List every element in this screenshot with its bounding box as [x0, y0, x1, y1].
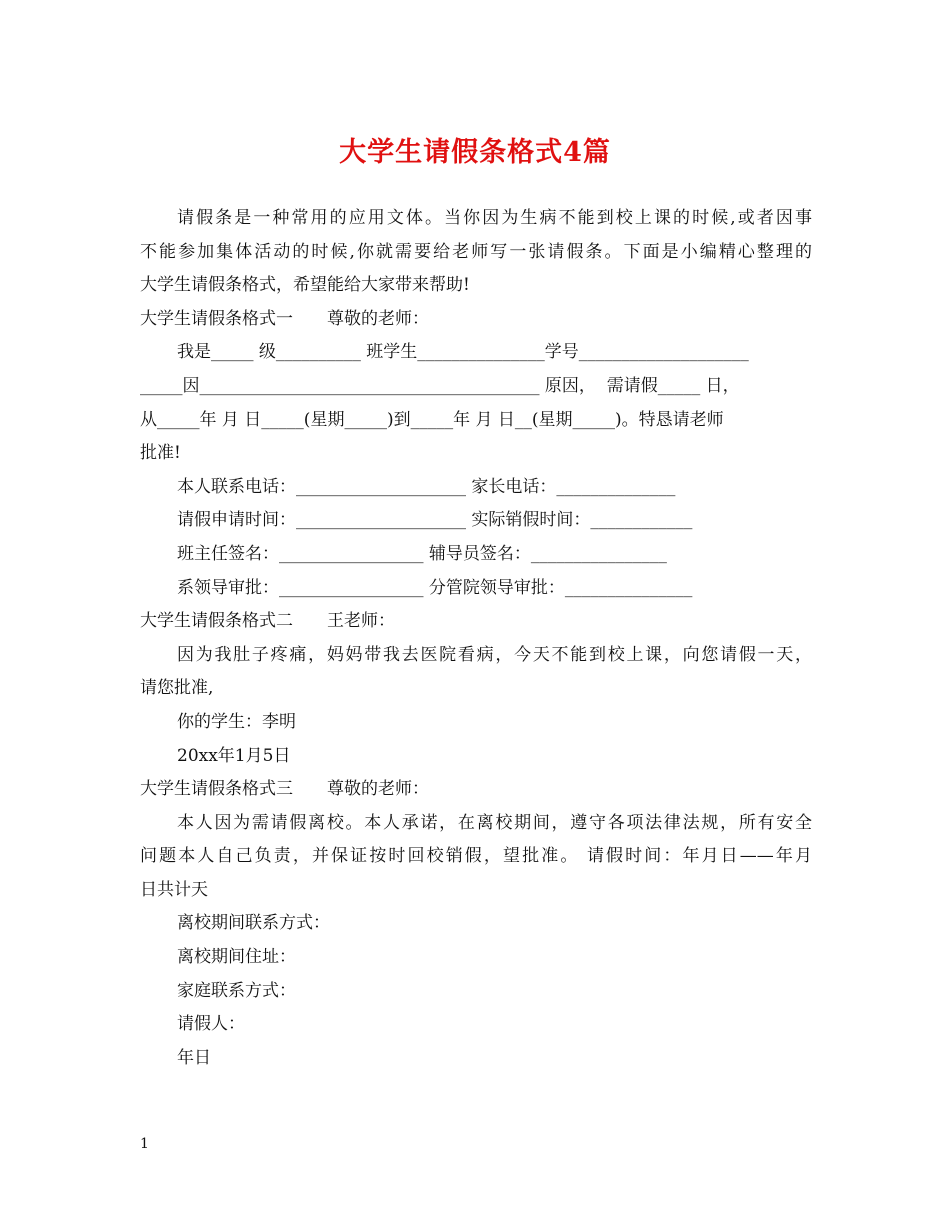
letter3-line-1: 本人因为需请假离校。本人承诺，在离校期间，遵守各项法律法规，所有安全	[177, 812, 812, 833]
document-title: 大学生请假条格式4篇	[339, 137, 611, 168]
form-line-3: 从_____年 月 日_____(星期_____)到_____年 月 日__(星期_____)。特恳请老师	[140, 409, 724, 430]
letter3-line-3: 日共计天	[140, 879, 208, 900]
letter2-line-2: 请您批准,	[140, 678, 214, 699]
letter2-date: 20xx年1月5日	[177, 745, 291, 766]
section-heading-2: 大学生请假条格式二 王老师：	[140, 611, 395, 632]
intro-line-3: 大学生请假条格式，希望能给大家带来帮助!	[140, 275, 470, 296]
letter3-contact: 离校期间联系方式：	[177, 913, 330, 934]
form-line-2: _____因________________________________________ 原因， 需请假_____ 日，	[140, 375, 740, 396]
letter3-applicant: 请假人：	[177, 1014, 245, 1035]
intro-line-2: 不能参加集体活动的时候,你就需要给老师写一张请假条。下面是小编精心整理的	[140, 241, 812, 262]
form-line-4: 批准!	[140, 443, 181, 464]
form-signature-line: 班主任签名：_________________ 辅导员签名：________________	[177, 543, 667, 564]
section-heading-1: 大学生请假条格式一 尊敬的老师：	[140, 308, 429, 329]
form-phone-line: 本人联系电话：____________________ 家长电话：______________	[177, 476, 676, 497]
section-heading-3: 大学生请假条格式三 尊敬的老师：	[140, 779, 429, 800]
letter2-line-1: 因为我肚子疼痛，妈妈带我去医院看病，今天不能到校上课，向您请假一天，	[177, 644, 812, 665]
page-number: 1	[140, 1136, 149, 1152]
intro-line-1: 请假条是一种常用的应用文体。当你因为生病不能到校上课的时候,或者因事	[177, 208, 812, 228]
letter3-address: 离校期间住址：	[177, 947, 296, 968]
form-time-line: 请假申请时间：____________________ 实际销假时间：____________	[177, 510, 693, 531]
letter3-line-2: 问题本人自己负责，并保证按时回校销假，望批准。 请假时间：年月日——年月	[140, 846, 812, 867]
letter3-family-contact: 家庭联系方式：	[177, 980, 296, 1001]
form-approval-line: 系领导审批：_________________ 分管院领导审批：_______________	[177, 577, 693, 598]
letter2-signature: 你的学生：李明	[177, 711, 296, 732]
form-line-1: 我是_____ 级__________ 班学生_______________学号____________________	[177, 342, 749, 363]
letter3-date: 年日	[177, 1047, 211, 1068]
document-body	[140, 202, 812, 1075]
